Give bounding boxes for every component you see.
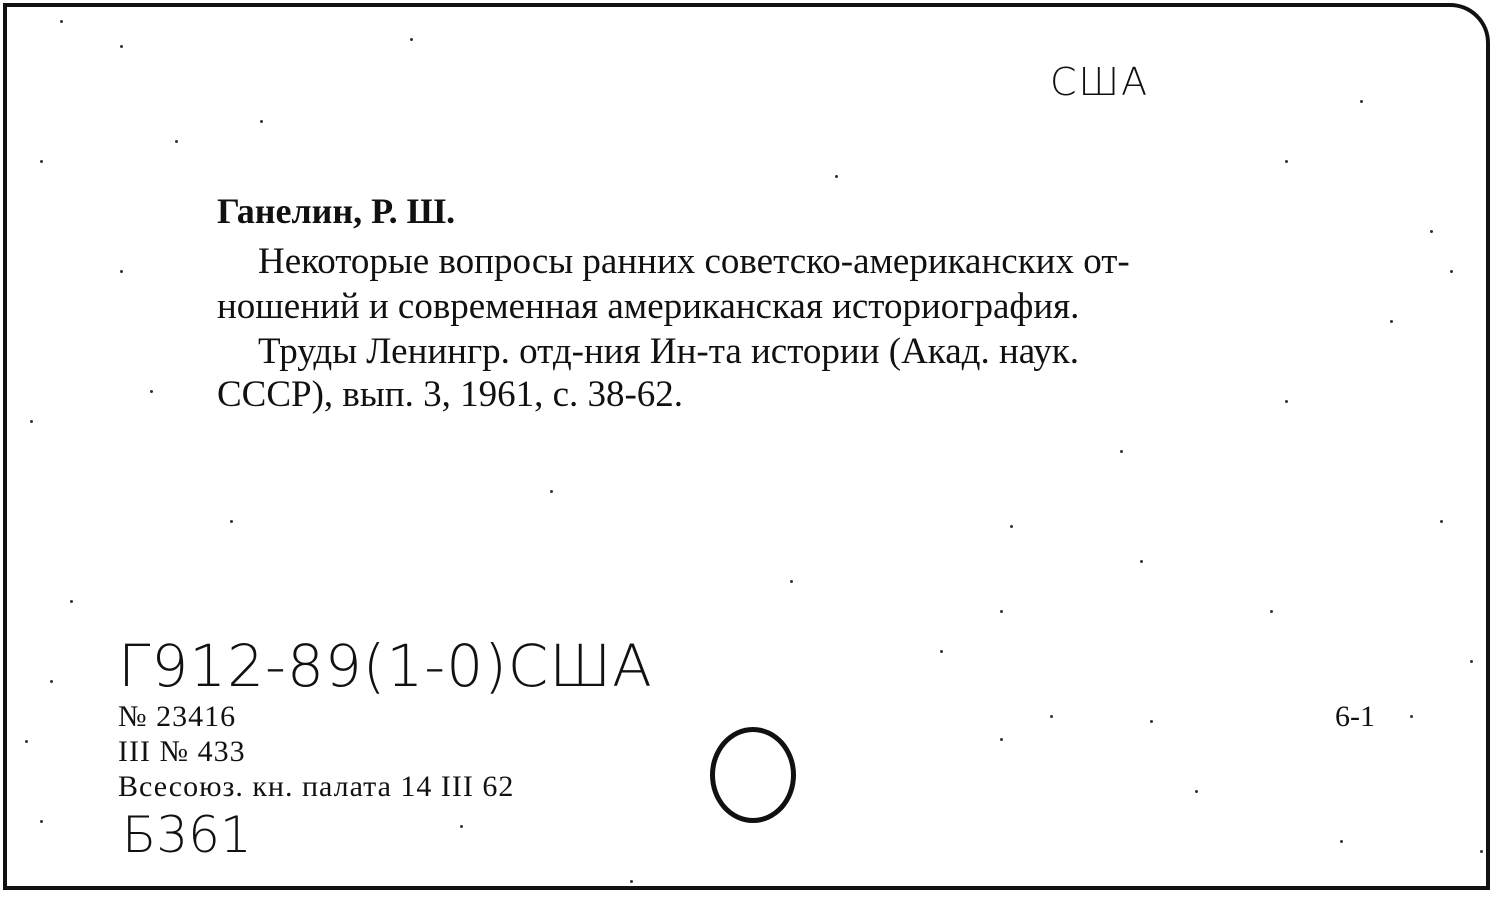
noise-speck xyxy=(1285,400,1288,403)
noise-speck xyxy=(1195,790,1198,793)
noise-speck xyxy=(40,160,43,163)
noise-speck xyxy=(410,38,413,41)
series-number: III № 433 xyxy=(118,735,246,768)
title-line-2: ношений и современная американская историография. xyxy=(217,286,1080,327)
noise-speck xyxy=(835,175,838,178)
noise-speck xyxy=(30,420,33,423)
noise-speck xyxy=(1000,738,1003,741)
noise-speck xyxy=(40,820,43,823)
noise-speck xyxy=(1410,715,1413,718)
noise-speck xyxy=(25,740,28,743)
noise-speck xyxy=(1450,270,1453,273)
noise-speck xyxy=(1360,100,1363,103)
handwritten-shelfmark: Г912-89(1-0)США xyxy=(118,632,653,700)
noise-speck xyxy=(790,580,793,583)
noise-speck xyxy=(260,120,263,123)
record-number: № 23416 xyxy=(118,700,237,733)
source-line-1: Труды Ленингр. отд-ния Ин-та истории (Акад. наук. xyxy=(258,331,1080,372)
noise-speck xyxy=(1000,610,1003,613)
noise-speck xyxy=(550,490,553,493)
noise-speck xyxy=(1430,230,1433,233)
title-line-1: Некоторые вопросы ранних советско-американских от- xyxy=(258,241,1130,282)
noise-speck xyxy=(1120,450,1123,453)
noise-speck xyxy=(150,390,153,393)
noise-speck xyxy=(460,825,463,828)
noise-speck xyxy=(1010,525,1013,528)
noise-speck xyxy=(1470,660,1473,663)
noise-speck xyxy=(175,140,178,143)
noise-speck xyxy=(230,520,233,523)
noise-speck xyxy=(60,20,63,23)
noise-speck xyxy=(120,270,123,273)
noise-speck xyxy=(50,680,53,683)
noise-speck xyxy=(1050,715,1053,718)
noise-speck xyxy=(940,650,943,653)
page-mark: 6-1 xyxy=(1335,700,1375,733)
book-chamber-note: Всесоюз. кн. палата 14 III 62 xyxy=(118,770,515,803)
noise-speck xyxy=(1150,720,1153,723)
noise-speck xyxy=(1390,320,1393,323)
punch-hole xyxy=(710,727,796,823)
noise-speck xyxy=(1285,160,1288,163)
noise-speck xyxy=(1440,520,1443,523)
handwritten-inventory: Б361 xyxy=(122,806,252,864)
handwritten-country: США xyxy=(1050,60,1150,104)
noise-speck xyxy=(70,600,73,603)
noise-speck xyxy=(1480,850,1483,853)
author: Ганелин, Р. Ш. xyxy=(217,191,456,231)
source-line-2: СССР), вып. 3, 1961, с. 38-62. xyxy=(217,374,684,415)
noise-speck xyxy=(120,45,123,48)
noise-speck xyxy=(1270,610,1273,613)
noise-speck xyxy=(1140,560,1143,563)
noise-speck xyxy=(630,880,633,883)
noise-speck xyxy=(1340,840,1343,843)
